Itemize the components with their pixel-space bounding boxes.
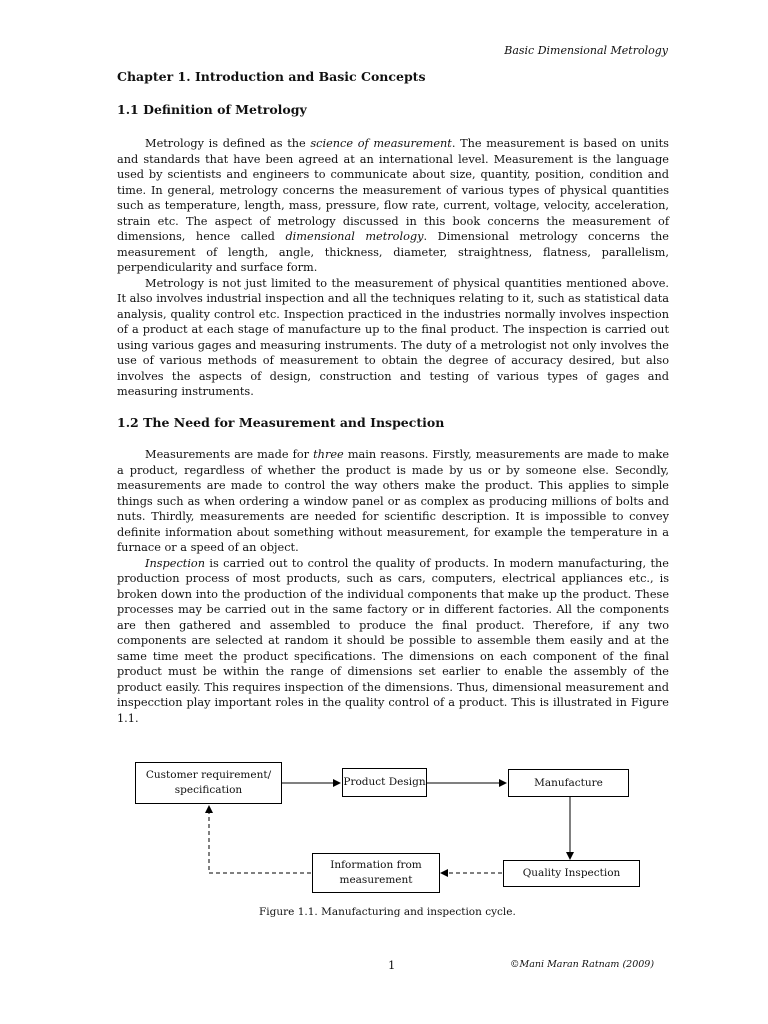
arrow-information-to-customer [209, 806, 311, 873]
emphasis-text: three [313, 448, 344, 461]
section-heading-1-1: 1.1 Definition of Metrology [117, 102, 307, 117]
flow-box-manufacture: Manufacture [508, 769, 629, 797]
running-header: Basic Dimensional Metrology [504, 44, 668, 57]
section-heading-1-2: 1.2 The Need for Measurement and Inspection [117, 415, 445, 430]
paragraph: Metrology is defined as the science of measurement. The measurement is based on units and standards that have been agreed at an international level. Measurement is the language used by scientists and engineers to communicate about size, quantity, position, condition and time. In general, metrology concerns the measurement of various types of physical quantities such as temperature, length, mass, pressure, flow rate, current, voltage, velocity, acceleration, strain etc. The aspect of metrology discussed in this book concerns the measurement of dimensions, hence called dimensional metrology. Dimensional metrology concerns the measurement of length, angle, thickness, diameter, straightness, flatness, parallelism, perpendicularity and surface form. [117, 137, 669, 274]
paragraph: Measurements are made for three main reasons. Firstly, measurements are made to make a product, regardless of whether the product is made by us or by someone else. Secondly, measurements are made to control the way others make the product. This applies to simple things such as when ordering a window panel or as complex as producing millions of bolts and nuts. Thirdly, measurements are needed for scientific description. It is impossible to convey definite information about something without measurement, for example the temperature in a furnace or a speed of an object. [117, 448, 669, 554]
copyright-notice: ©Mani Maran Ratnam (2009) [510, 959, 655, 970]
flow-box-quality-inspection: Quality Inspection [503, 860, 640, 887]
chapter-title: Chapter 1. Introduction and Basic Concepts [117, 69, 426, 84]
emphasis-text: dimensional metrology [285, 230, 424, 243]
flow-box-customer-requirement: Customer requirement/ specification [135, 762, 282, 804]
emphasis-text: Inspection [145, 556, 206, 570]
page-number: 1 [388, 958, 396, 972]
flow-box-information-from-measurement: Information from measurement [312, 853, 440, 893]
emphasis-text: science of measurement [310, 137, 452, 150]
paragraph: Metrology is not just limited to the measurement of physical quantities mentioned above. It also involves industrial inspection and all the techniques relating to it, such as statistical data analysis, quality control etc. Inspection practiced in the industries normally involves inspection of a product at each stage of manufacture up to the final product. The inspection is carried out using various gages and measuring instruments. The duty of a metrologist not only involves the use of various methods of measurement to obtain the degree of accuracy desired, but also involves the aspects of design, construction and testing of various types of gages and measuring instruments. [117, 276, 669, 398]
flow-box-product-design: Product Design [342, 768, 427, 797]
paragraph: Inspection is carried out to control the quality of products. In modern manufacturing, the production process of most products, such as cars, computers, electrical appliances etc., is broken down into the production of the individual components that make up the product. These processes may be carried out in the same factory or in different factories. All the components are then gathered and assembled to produce the final product. Therefore, if any two components are selected at random it should be possible to assemble them easily and at the same time meet the product specifications. The dimensions on each component of the final product must be within the range of dimensions set earlier to enable the assembly of the product easily. This requires inspection of the dimensions. Thus, dimensional measurement and inspecction play important roles in the quality control of a product. This is illustrated in Figure 1.1. [117, 556, 669, 725]
figure-caption: Figure 1.1. Manufacturing and inspection cycle. [259, 906, 516, 918]
